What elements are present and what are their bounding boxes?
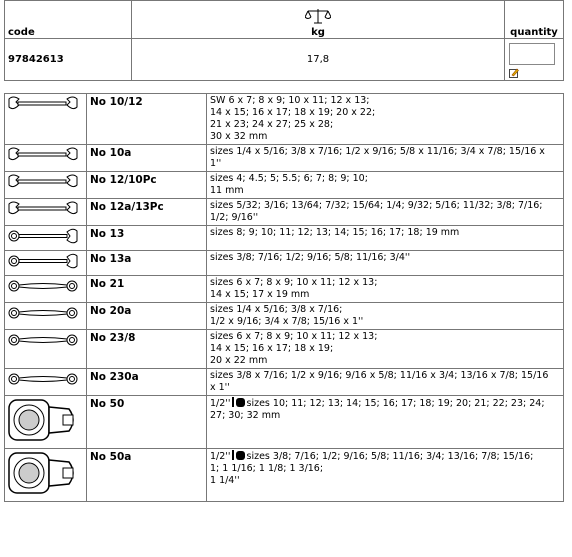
- size-line: sizes 1/4 x 5/16; 3/8 x 7/16;: [210, 304, 343, 315]
- list-item: [5, 303, 564, 330]
- item-sizes: [207, 172, 564, 199]
- scale-icon: [135, 7, 501, 27]
- size-line: 1/2; 9/16'': [210, 212, 259, 223]
- item-name: No 12/10Pc: [87, 172, 207, 199]
- item-sizes: [207, 303, 564, 330]
- item-name: No 10/12: [87, 94, 207, 145]
- item-sizes: [207, 251, 564, 276]
- size-line: sizes 10; 11; 12; 13; 14; 15; 16; 17; 18; 19; 20; 21; 22; 23; 24;: [246, 398, 545, 409]
- wrench-list: [4, 93, 564, 502]
- item-name: No 10a: [87, 145, 207, 172]
- quantity-input[interactable]: [509, 43, 555, 65]
- list-item: [5, 396, 564, 449]
- size-line: SW 6 x 7; 8 x 9; 10 x 11; 12 x 13;: [210, 95, 370, 106]
- size-line: 1 1/4'': [210, 475, 240, 486]
- size-line: x 1'': [210, 382, 230, 393]
- square-drive-icon: [236, 451, 245, 460]
- list-item: [5, 449, 564, 502]
- size-line: 20 x 22 mm: [210, 355, 268, 366]
- ring-wrench-icon: [7, 341, 79, 352]
- size-line: 11 mm: [210, 185, 244, 196]
- size-line: 1/2 x 9/16; 3/4 x 7/8; 15/16 x 1'': [210, 316, 364, 327]
- item-sizes: [207, 199, 564, 226]
- code-header: code: [5, 1, 132, 39]
- weight-header: kg: [132, 1, 505, 39]
- list-item: [5, 330, 564, 369]
- double-open-end-wrench-icon: [7, 105, 79, 116]
- item-sizes: [207, 449, 564, 502]
- size-line: 14 x 15; 17 x 19 mm: [210, 289, 310, 300]
- size-line: sizes 3/8; 7/16; 1/2; 9/16; 5/8; 11/16; 3/4; 13/16; 7/8; 15/16;: [246, 451, 534, 462]
- item-sizes: [207, 226, 564, 251]
- size-line: 14 x 15; 16 x 17; 18 x 19; 20 x 22;: [210, 107, 376, 118]
- item-sizes: [207, 396, 564, 449]
- size-line: sizes 3/8 x 7/16; 1/2 x 9/16; 9/16 x 5/8; 11/16 x 3/4; 13/16 x 7/8; 15/16: [210, 370, 549, 381]
- socket-icon: [7, 488, 79, 499]
- double-open-end-wrench-icon: [7, 210, 79, 221]
- list-item: [5, 172, 564, 199]
- item-sizes: [207, 330, 564, 369]
- product-code: 97842613: [5, 39, 132, 81]
- list-item: [5, 145, 564, 172]
- drive-bar-icon: [232, 397, 234, 407]
- socket-icon: [7, 435, 79, 446]
- item-name: No 21: [87, 276, 207, 303]
- item-name: No 230a: [87, 369, 207, 396]
- item-name: No 13: [87, 226, 207, 251]
- product-table: [4, 0, 564, 81]
- double-open-end-wrench-icon: [7, 156, 79, 167]
- size-line: 1; 1 1/16; 1 1/8; 1 3/16;: [210, 463, 324, 474]
- list-item: [5, 199, 564, 226]
- item-name: No 20a: [87, 303, 207, 330]
- size-line: sizes 3/8; 7/16; 1/2; 9/16; 5/8; 11/16; 3/4'': [210, 252, 411, 263]
- size-line: 27; 30; 32 mm: [210, 410, 281, 421]
- size-line: 21 x 23; 24 x 27; 25 x 28;: [210, 119, 334, 130]
- double-open-end-wrench-icon: [7, 183, 79, 194]
- item-sizes: [207, 369, 564, 396]
- item-name: No 50: [87, 396, 207, 449]
- size-line: sizes 6 x 7; 8 x 9; 10 x 11; 12 x 13;: [210, 331, 378, 342]
- product-weight: 17,8: [132, 39, 505, 81]
- item-sizes: [207, 94, 564, 145]
- list-item: [5, 226, 564, 251]
- size-line: sizes 5/32; 3/16; 13/64; 7/32; 15/64; 1/4; 9/32; 5/16; 11/32; 3/8; 7/16;: [210, 200, 543, 211]
- size-line: sizes 6 x 7; 8 x 9; 10 x 11; 12 x 13;: [210, 277, 378, 288]
- size-line: sizes 4; 4.5; 5; 5.5; 6; 7; 8; 9; 10;: [210, 173, 368, 184]
- drive-size: 1/2'': [210, 451, 231, 462]
- list-item: [5, 276, 564, 303]
- size-line: 14 x 15; 16 x 17; 18 x 19;: [210, 343, 334, 354]
- list-item: [5, 251, 564, 276]
- item-name: No 12a/13Pc: [87, 199, 207, 226]
- pencil-icon[interactable]: [509, 68, 519, 78]
- item-sizes: [207, 276, 564, 303]
- item-name: No 50a: [87, 449, 207, 502]
- item-sizes: [207, 145, 564, 172]
- ring-wrench-icon: [7, 287, 79, 298]
- square-drive-icon: [236, 398, 245, 407]
- list-item: [5, 94, 564, 145]
- drive-bar-icon: [232, 450, 234, 460]
- ring-wrench-icon: [7, 314, 79, 325]
- size-line: sizes 8; 9; 10; 11; 12; 13; 14; 15; 16; 17; 18; 19 mm: [210, 227, 460, 238]
- item-name: No 13a: [87, 251, 207, 276]
- size-line: 1'': [210, 158, 222, 169]
- size-line: sizes 1/4 x 5/16; 3/8 x 7/16; 1/2 x 9/16; 5/8 x 11/16; 3/4 x 7/8; 15/16 x: [210, 146, 545, 157]
- size-line: 30 x 32 mm: [210, 131, 268, 142]
- combination-wrench-icon: [7, 262, 79, 273]
- combination-wrench-icon: [7, 237, 79, 248]
- drive-size: 1/2'': [210, 398, 231, 409]
- item-name: No 23/8: [87, 330, 207, 369]
- list-item: [5, 369, 564, 396]
- quantity-header: quantity: [505, 1, 564, 39]
- ring-wrench-icon: [7, 380, 79, 391]
